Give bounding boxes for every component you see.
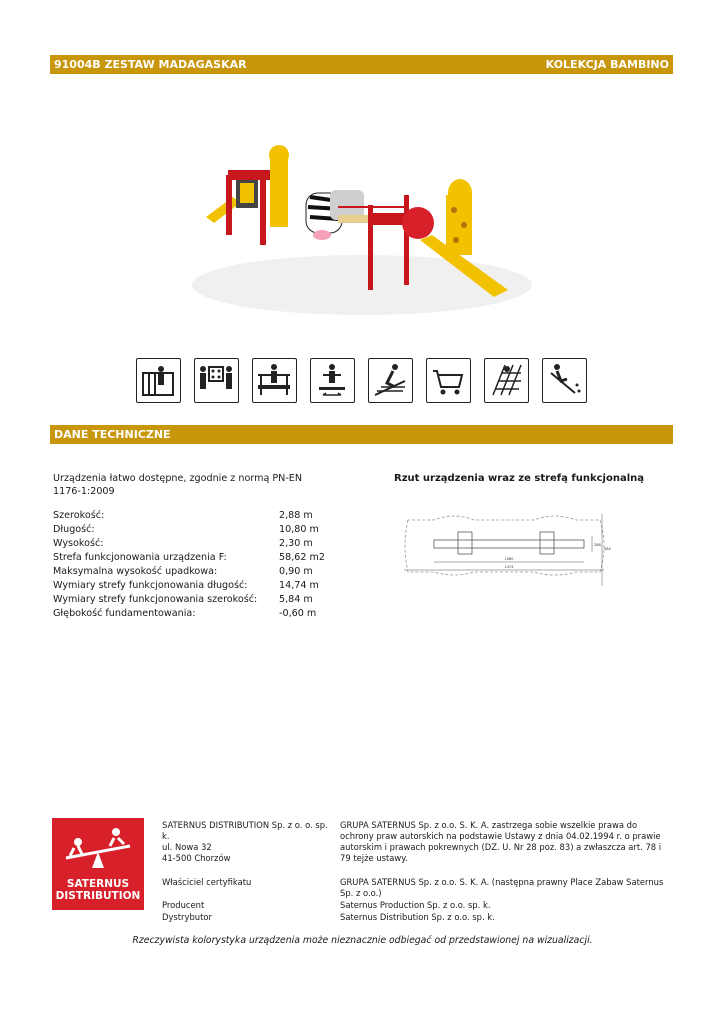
distributor-value: Saternus Distribution Sp. z o.o. sp. k.: [340, 912, 495, 922]
technical-data-bar: [50, 425, 673, 444]
accessibility-note: Urządzenia łatwo dostępne, zgodnie z normą PN-EN 1176-1:2009: [53, 473, 303, 497]
children-playing-panel-icon: [194, 358, 239, 403]
seesaw-icon: [52, 818, 144, 878]
spec-label: Głębokość fundamentowania:: [53, 608, 196, 619]
spec-row: [53, 537, 353, 551]
logo-line-1: SATERNUS: [66, 878, 130, 890]
color-disclaimer: Rzeczywista kolorystyka urządzenia może nieznacznie odbiegać od przedstawionej na wizualizacji.: [132, 935, 593, 946]
spec-row: [53, 579, 353, 593]
producer-label: Producent: [162, 900, 205, 910]
section-title: DANE TECHNICZNE: [54, 428, 171, 441]
spec-value: 58,62 m2: [279, 552, 325, 563]
spec-value: 14,74 m: [279, 580, 319, 591]
company-line: SATERNUS DISTRIBUTION Sp. z o. o. sp. k.: [162, 820, 328, 841]
spec-label: Długość:: [53, 524, 95, 535]
distributor-label: Dystrybutor: [162, 912, 212, 922]
spec-value: 5,84 m: [279, 594, 313, 605]
floor-plan-drawing: [394, 500, 616, 592]
logo-text: [52, 878, 144, 902]
company-line: 41-500 Chorzów: [162, 853, 231, 863]
company-line: ul. Nowa 32: [162, 842, 212, 852]
spec-label: Maksymalna wysokość upadkowa:: [53, 566, 218, 577]
spec-value: -0,60 m: [279, 608, 317, 619]
spec-row: [53, 565, 353, 579]
company-address: [162, 820, 337, 864]
child-climbing-net-icon: [484, 358, 529, 403]
child-sliding-icon: [542, 358, 587, 403]
product-title: 91004B ZESTAW MADAGASKAR: [54, 58, 247, 71]
spec-row: [53, 523, 353, 537]
spec-list: [53, 509, 353, 621]
spec-label: Strefa funkcjonowania urządzenia F:: [53, 552, 227, 563]
spec-value: 10,80 m: [279, 524, 319, 535]
spec-label: Wymiary strefy funkcjonowania długość:: [53, 580, 248, 591]
spec-label: Wysokość:: [53, 538, 104, 549]
spec-label: Szerokość:: [53, 510, 105, 521]
shopping-cart-icon: [426, 358, 471, 403]
spec-row: [53, 607, 353, 621]
child-climbing-barrier-icon: [136, 358, 181, 403]
product-render-image: [188, 85, 536, 335]
plan-dim-outer: 1474: [504, 565, 514, 569]
child-walking-plank-icon: [310, 358, 355, 403]
copyright-notice: GRUPA SATERNUS Sp. z o.o. S. K. A. zastrzega sobie wszelkie prawa do ochrony praw autorskich na podstawie Ustawy z dnia 04.02.1994 r. o prawie autorskim i prawach pokrewnych (DZ. U. Nr 28 poz. 83) a zwłaszcza art. 78 i 79 tejże ustawy.: [340, 820, 662, 863]
plan-title: Rzut urządzenia wraz ze strefą funkcjonalną: [394, 473, 645, 484]
owner-value: GRUPA SATERNUS Sp. z o.o. S. K. A. (następna prawny Place Zabaw Saternus Sp. z o.o.): [340, 877, 664, 898]
plan-dim-inner: 1080: [504, 557, 514, 561]
plan-dim-height: 288: [594, 543, 601, 547]
spec-value: 2,88 m: [279, 510, 313, 521]
child-climbing-steps-icon: [368, 358, 413, 403]
activity-icons-row: [136, 358, 592, 406]
logo-line-2: DISTRIBUTION: [55, 890, 141, 902]
product-header-bar: [50, 55, 673, 74]
spec-label: Wymiary strefy funkcjonowania szerokość:: [53, 594, 258, 605]
spec-value: 0,90 m: [279, 566, 313, 577]
collection-name: KOLEKCJA BAMBINO: [545, 58, 669, 71]
plan-dim-zone: 584: [604, 547, 611, 551]
spec-row: [53, 551, 353, 565]
owner-label: Właściciel certyfikatu: [162, 877, 252, 887]
spec-row: [53, 509, 353, 523]
spec-row: [53, 593, 353, 607]
spec-value: 2,30 m: [279, 538, 313, 549]
producer-value: Saternus Production Sp. z o.o. sp. k.: [340, 900, 491, 910]
child-on-bridge-icon: [252, 358, 297, 403]
